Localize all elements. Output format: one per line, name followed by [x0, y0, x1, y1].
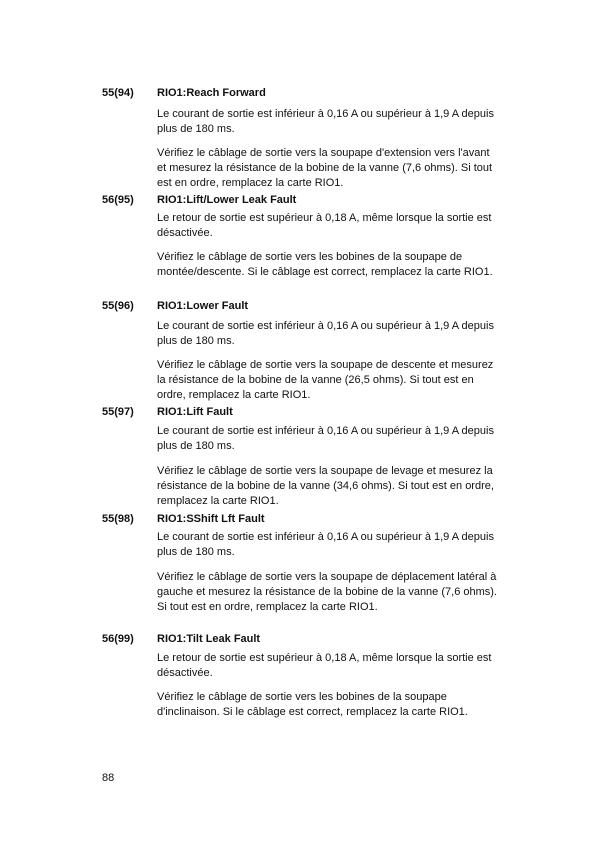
fault-description: Le courant de sortie est inférieur à 0,16 A ou supérieur à 1,9 A depuis plus de 180 ms. — [157, 108, 494, 135]
fault-title: RIO1:SShift Lft Fault — [157, 513, 265, 525]
fault-description: Le courant de sortie est inférieur à 0,16 A ou supérieur à 1,9 A depuis plus de 180 ms. — [157, 531, 494, 558]
fault-code: 56(99) — [102, 633, 134, 645]
fault-code: 55(98) — [102, 513, 134, 525]
fault-code: 55(94) — [102, 87, 134, 99]
fault-title: RIO1:Lift Fault — [157, 406, 233, 418]
fault-action: Vérifiez le câblage de sortie vers la soupape d'extension vers l'avant et mesurez la résistance de la bobine de la vanne (7,6 ohms). Si tout est en ordre, remplacez la carte RIO1. — [157, 147, 493, 189]
fault-title: RIO1:Lower Fault — [157, 300, 249, 312]
fault-action: Vérifiez le câblage de sortie vers la soupape de levage et mesurez la résistance de la bobine de la vanne (34,6 ohms). Si tout est en ordre, remplacez la carte RIO1. — [157, 465, 494, 507]
fault-title: RIO1:Reach Forward — [157, 87, 266, 99]
fault-description: Le courant de sortie est inférieur à 0,16 A ou supérieur à 1,9 A depuis plus de 180 ms. — [157, 425, 494, 452]
fault-action: Vérifiez le câblage de sortie vers les bobines de la soupape de montée/descente. Si le câblage est correct, remplacez la carte RIO1. — [157, 251, 493, 278]
fault-code: 55(96) — [102, 300, 134, 312]
fault-title: RIO1:Tilt Leak Fault — [157, 633, 261, 645]
fault-code: 56(95) — [102, 194, 134, 206]
fault-action: Vérifiez le câblage de sortie vers les bobines de la soupape d'inclinaison. Si le câblage est correct, remplacez la carte RIO1. — [157, 691, 468, 718]
fault-description: Le retour de sortie est supérieur à 0,18 A, même lorsque la sortie est désactivée. — [157, 652, 492, 679]
fault-action: Vérifiez le câblage de sortie vers la soupape de déplacement latéral à gauche et mesurez la résistance de la bobine de la vanne (7,6 ohms). Si tout est en ordre, remplacez la carte RIO1. — [157, 571, 497, 613]
fault-description: Le retour de sortie est supérieur à 0,18 A, même lorsque la sortie est désactivée. — [157, 212, 492, 239]
fault-description: Le courant de sortie est inférieur à 0,16 A ou supérieur à 1,9 A depuis plus de 180 ms. — [157, 320, 494, 347]
fault-title: RIO1:Lift/Lower Leak Fault — [157, 194, 297, 206]
fault-action: Vérifiez le câblage de sortie vers la soupape de descente et mesurez la résistance de la bobine de la vanne (26,5 ohms). Si tout est en ordre, remplacez la carte RIO1. — [157, 359, 494, 401]
page-number: 88 — [102, 772, 115, 784]
fault-code: 55(97) — [102, 406, 134, 418]
